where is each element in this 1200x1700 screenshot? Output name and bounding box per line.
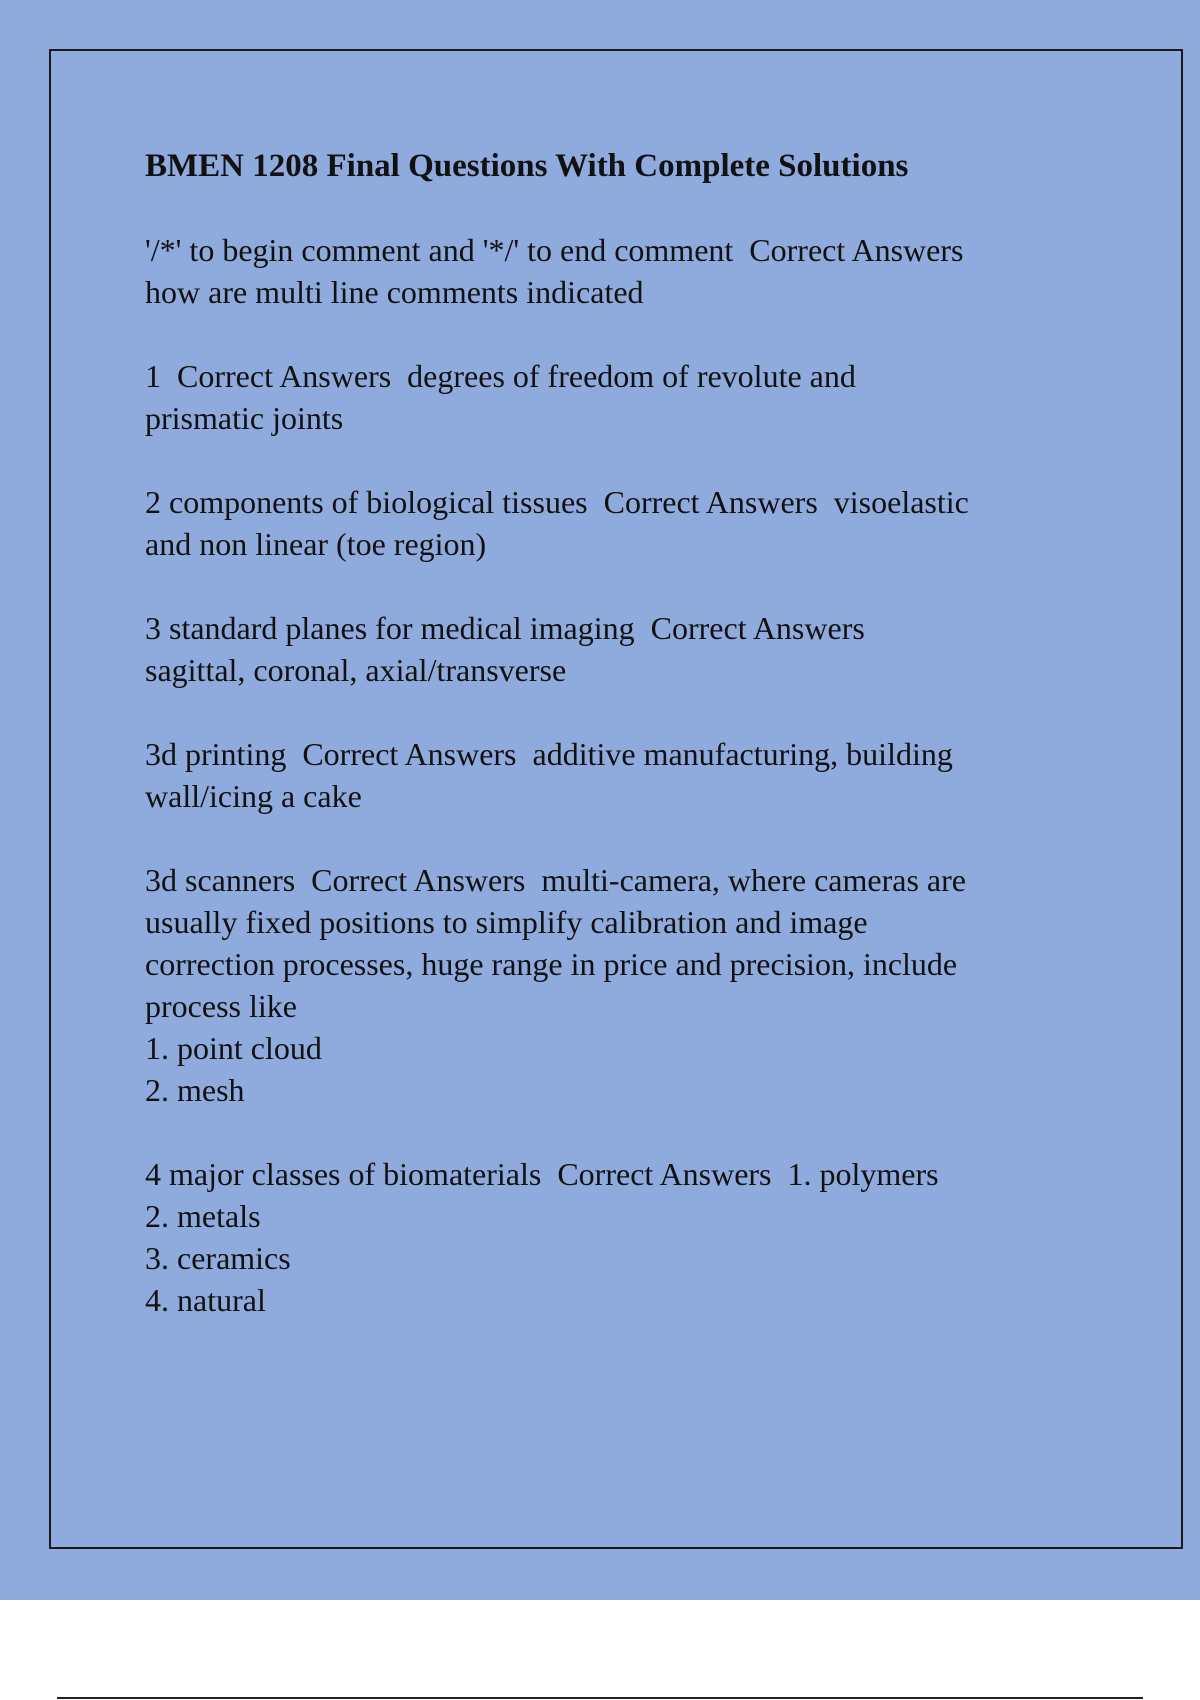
qa-entry-line: 3. ceramics [145,1240,291,1276]
qa-entry [145,355,1090,439]
qa-entry-line: 4. natural [145,1282,266,1318]
document-title: BMEN 1208 Final Questions With Complete Solutions [145,148,909,184]
qa-entry-line: 2. metals [145,1198,261,1234]
qa-entry [145,733,1090,817]
qa-entry [145,607,1090,691]
qa-entry-line: wall/icing a cake [145,778,362,814]
qa-entry [145,1153,1090,1321]
qa-list [145,229,1090,1321]
qa-entry-line: how are multi line comments indicated [145,274,644,310]
qa-entry [145,229,1090,313]
qa-entry-line: 1 Correct Answers degrees of freedom of revolute and [145,358,856,394]
qa-entry-line: correction processes, huge range in price and precision, include [145,946,958,982]
qa-entry-line: 2. mesh [145,1072,245,1108]
qa-entry [145,859,1090,1111]
qa-entry-line: 4 major classes of biomaterials Correct Answers 1. polymers [145,1156,939,1192]
footer-divider [57,1697,1143,1699]
qa-entry-line: 3 standard planes for medical imaging Correct Answers [145,610,865,646]
qa-entry-line: prismatic joints [145,400,344,436]
qa-entry-line: and non linear (toe region) [145,526,487,562]
qa-entry-line: 3d scanners Correct Answers multi-camera, where cameras are [145,862,966,898]
qa-entry-line: '/*' to begin comment and '*/' to end comment Correct Answers [145,232,964,268]
qa-entry-line: 3d printing Correct Answers additive manufacturing, building [145,736,953,772]
qa-entry [145,481,1090,565]
qa-entry-line: usually fixed positions to simplify calibration and image [145,904,868,940]
document-body [145,145,1090,1363]
qa-entry-line: 1. point cloud [145,1030,322,1066]
qa-entry-line: 2 components of biological tissues Correct Answers visoelastic [145,484,969,520]
qa-entry-line: sagittal, coronal, axial/transverse [145,652,567,688]
qa-entry-line: process like [145,988,297,1024]
